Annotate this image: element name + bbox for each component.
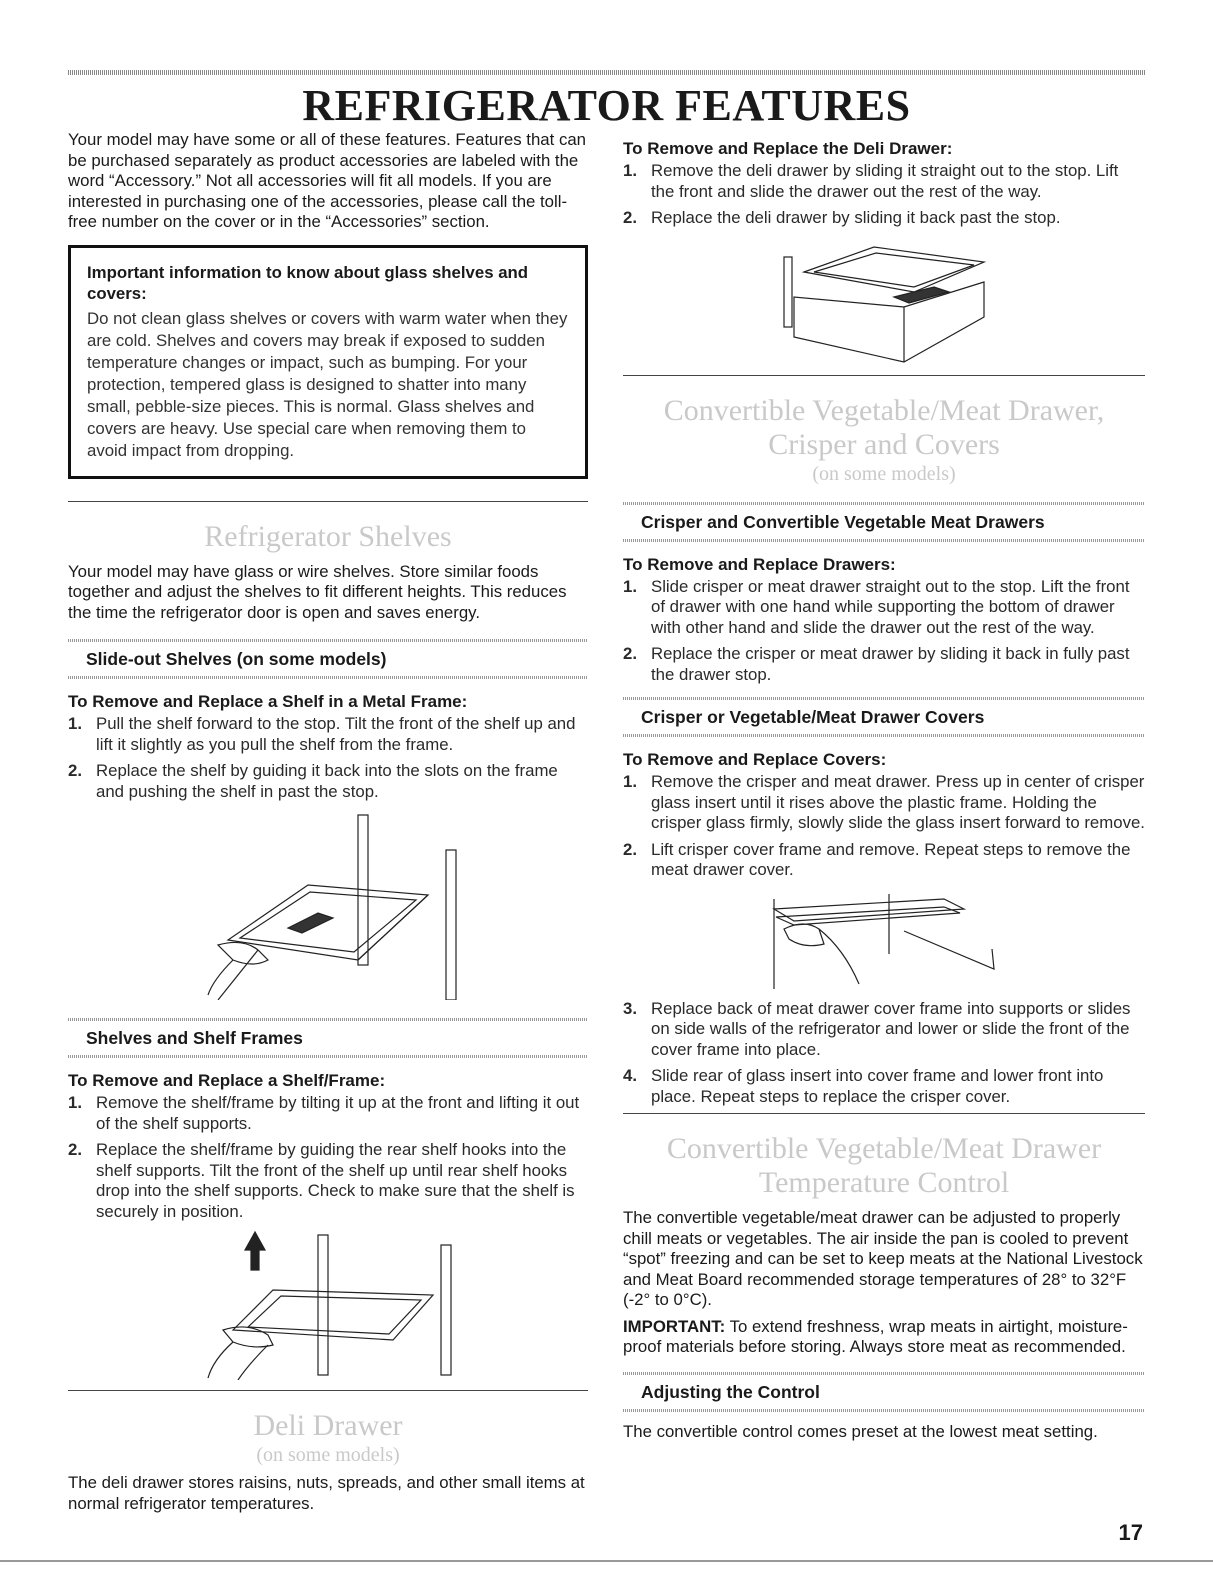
list-item [623,772,1145,834]
important-box [68,245,588,479]
list-item [623,644,1145,685]
metal-frame-heading: To Remove and Replace a Shelf in a Metal Frame: [68,692,468,711]
adjust-control-paragraph: The convertible control comes preset at the lowest meat setting. [623,1421,1098,1441]
list-item [623,999,1145,1061]
section-rule [623,375,1145,376]
drawer-steps [623,577,1145,686]
list-item [68,714,588,755]
left-column [68,130,588,1514]
deli-section-title: Deli Drawer [253,1409,403,1442]
deli-steps [623,161,1145,229]
top-dotted-rule [68,70,1146,75]
step-text: Pull the shelf forward to the stop. Tilt the front of the shelf up and lift it slightly as you pull the shelf from the frame. [96,714,576,754]
right-column [623,130,1145,1442]
list-item [68,761,588,802]
adjust-control-heading: Adjusting the Control [641,1381,820,1402]
drawer-covers-heading: Crisper or Vegetable/Meat Drawer Covers [641,707,985,727]
list-item [623,840,1145,881]
step-text: Replace the shelf by guiding it back into the slots on the frame and pushing the shelf in past the stop. [96,761,558,801]
list-item [623,161,1145,202]
step-text: Remove the shelf/frame by tilting it up at the front and lifting it out of the shelf supports. [96,1093,580,1133]
dotted-rule [68,1055,588,1058]
step-number: 1. [68,1093,82,1112]
page-number: 17 [1118,1520,1143,1545]
cover-steps-b [623,999,1145,1108]
crisper-cover-illustration [764,889,1004,989]
control-paragraph: The convertible vegetable/meat drawer can be adjusted to properly chill meats or vegetables. The air inside the pan is cooled to prevent “spot” freezing and can be set to keep meats at the National Livestock and Meat Board recommended storage temperatures of 28° to 32°F (-2° to 0°C). [623,1208,1143,1309]
step-number: 2. [623,644,637,663]
step-number: 4. [623,1066,637,1085]
step-number: 2. [623,839,637,859]
step-number: 2. [68,761,82,780]
step-number: 1. [623,772,637,791]
shelves-section-title: Refrigerator Shelves [204,519,452,553]
step-number: 2. [623,208,637,227]
list-item [623,208,1145,229]
step-number: 3. [623,998,637,1018]
step-text: Replace the deli drawer by sliding it back past the stop. [651,208,1061,227]
step-text: Lift crisper cover frame and remove. Repeat steps to remove the meat drawer cover. [651,839,1131,879]
step-number: 2. [68,1140,82,1159]
dotted-rule [623,734,1145,737]
control-section-title-line2: Temperature Control [758,1166,1010,1199]
section-rule [68,1390,588,1391]
shelf-frame-heading: To Remove and Replace a Shelf/Frame: [68,1071,386,1090]
list-item [623,1066,1145,1107]
cover-steps-a [623,772,1145,881]
dotted-rule [68,676,588,679]
step-number: 1. [623,161,637,180]
slideout-shelves-heading: Slide-out Shelves (on some models) [86,649,387,669]
crisper-section-subtitle: (on some models) [812,462,956,485]
step-text: Replace back of meat drawer cover frame into supports or slides on side walls of the refrigerator and lower or slide the front of the cover frame into place. [651,998,1131,1059]
step-number: 1. [623,576,637,596]
crisper-section-title-line2: Crisper and Covers [768,427,1000,461]
important-box-title: Important information to know about glass shelves and covers: [87,262,529,303]
section-rule [68,501,588,502]
intro-paragraph: Your model may have some or all of these features. Features that can be purchased separately as product accessories are labeled with the word “Accessory.” Not all accessories will fit all models. If you are interested in purchasing one of the accessories, please call the toll-free number on the cover or in the “Accessories” section. [68,130,587,231]
dotted-rule [623,1409,1145,1412]
shelf-frame-steps [68,1093,588,1222]
step-text: Remove the deli drawer by sliding it straight out to the stop. Lift the front and slide the drawer out the rest of the way. [651,161,1119,201]
list-item [68,1093,588,1134]
important-box-body: Do not clean glass shelves or covers with warm water when they are cold. Shelves and covers may break if exposed to sudden temperature changes or impact, such as bumping. For your protection, tempered glass is designed to shatter into many small, pebble-size pieces. This is normal. Glass shelves and covers are heavy. Use special care when removing them to avoid impact from dropping. [87,308,568,460]
important-label: IMPORTANT: [623,1316,726,1336]
important-text: To extend freshness, wrap meats in airtight, moisture-proof materials before storing. Always store meat as recommended. [623,1316,1128,1356]
shelf-frame-illustration [193,1230,463,1380]
crisper-drawers-heading: Crisper and Convertible Vegetable Meat Drawers [641,511,1045,532]
dotted-rule [623,539,1145,542]
step-text: Replace the crisper or meat drawer by sliding it back in fully past the drawer stop. [651,644,1130,684]
crisper-section-title-line1: Convertible Vegetable/Meat Drawer, [663,393,1105,427]
important-note [623,1317,1145,1358]
page-title: REFRIGERATOR FEATURES [302,81,911,130]
deli-remove-heading: To Remove and Replace the Deli Drawer: [623,139,953,158]
shelf-frames-heading: Shelves and Shelf Frames [86,1028,303,1048]
control-section-title-line1: Convertible Vegetable/Meat Drawer [666,1132,1102,1165]
section-rule [623,1113,1145,1114]
deli-drawer-illustration [774,237,994,367]
step-text: Slide rear of glass insert into cover frame and lower front into place. Repeat steps to replace the crisper cover. [651,1066,1104,1106]
slideout-shelf-illustration [198,810,458,1000]
list-item [68,1140,588,1222]
metal-frame-steps [68,714,588,802]
bottom-rule [0,1560,1213,1562]
step-text: Remove the crisper and meat drawer. Press up in center of crisper glass insert until it rises above the plastic frame. Holding the crisper glass firmly, slowly slide the glass insert forward to remove. [651,772,1145,832]
step-text: Replace the shelf/frame by guiding the rear shelf hooks into the shelf supports. Tilt the front of the shelf up until rear shelf hooks drop into the shelf supports. Check to make sure that the shelf is securely in position. [96,1140,575,1221]
step-number: 1. [68,714,82,733]
step-text: Slide crisper or meat drawer straight out to the stop. Lift the front of drawer with one hand while supporting the bottom of drawer with other hand and slide the drawer out the rest of the way. [651,576,1130,637]
deli-section-subtitle: (on some models) [256,1444,400,1466]
shelves-paragraph: Your model may have glass or wire shelves. Store similar foods together and adjust the shelves to fit different heights. This reduces the time the refrigerator door is open and saves energy. [68,561,567,622]
remove-covers-heading: To Remove and Replace Covers: [623,750,887,769]
list-item [623,577,1145,639]
remove-drawers-heading: To Remove and Replace Drawers: [623,554,896,574]
deli-paragraph: The deli drawer stores raisins, nuts, spreads, and other small items at normal refrigerator temperatures. [68,1473,585,1513]
